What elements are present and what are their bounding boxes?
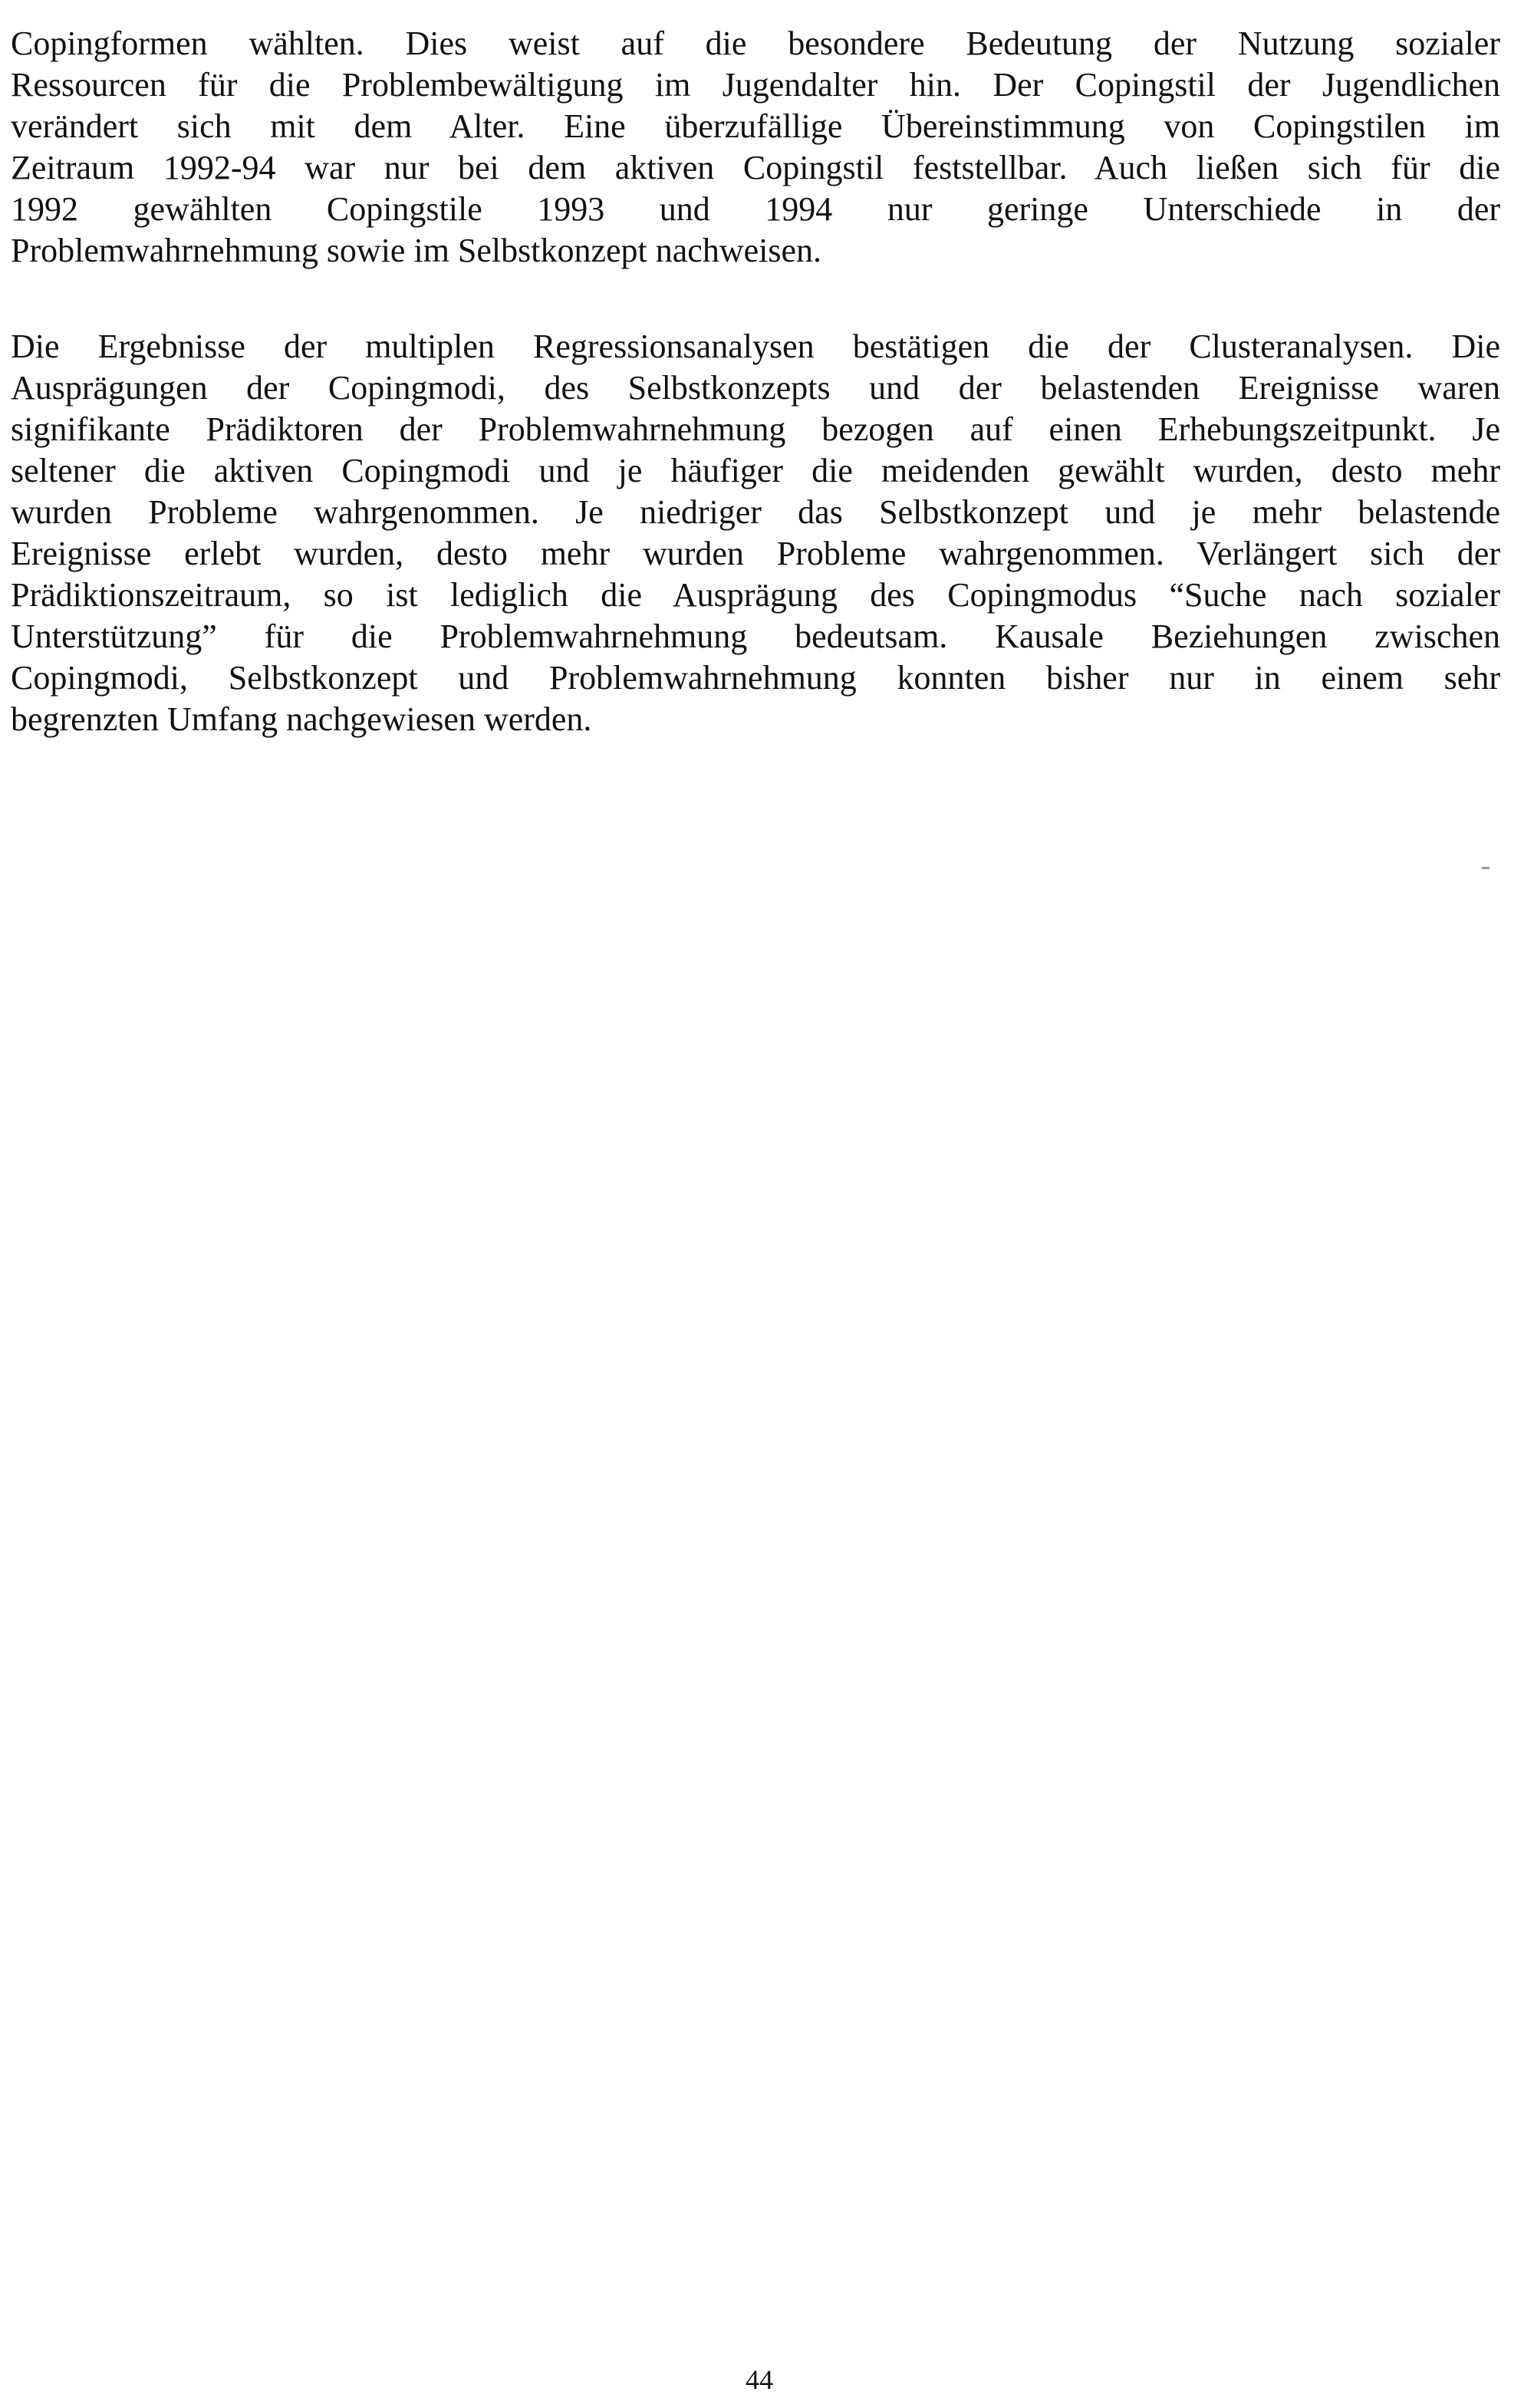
- text-line: Prädiktionszeitraum, so ist lediglich die Ausprägung des Copingmodus “Suche nach sozialer: [11, 576, 1500, 614]
- text-line: signifikante Prädiktoren der Problemwahrnehmung bezogen auf einen Erhebungszeitpunkt. Je: [11, 410, 1500, 448]
- paragraph-regression-results: [11, 326, 1500, 740]
- text-line: Copingmodi, Selbstkonzept und Problemwahrnehmung konnten bisher nur in einem sehr: [11, 659, 1500, 697]
- paragraph-coping-styles: [11, 23, 1500, 272]
- text-line: Ereignisse erlebt wurden, desto mehr wurden Probleme wahrgenommen. Verlängert sich der: [11, 535, 1500, 572]
- text-line: Unterstützung” für die Problemwahrnehmung bedeutsam. Kausale Beziehungen zwischen: [11, 618, 1500, 655]
- text-line: Zeitraum 1992-94 war nur bei dem aktiven Copingstil feststellbar. Auch ließen sich für die: [11, 149, 1500, 186]
- scan-speck: [1482, 867, 1490, 869]
- text-line: verändert sich mit dem Alter. Eine überzufällige Übereinstimmung von Copingstilen im: [11, 107, 1500, 145]
- text-line: Ausprägungen der Copingmodi, des Selbstkonzepts und der belastenden Ereignisse waren: [11, 369, 1500, 407]
- text-line: 1992 gewählten Copingstile 1993 und 1994 nur geringe Unterschiede in der: [11, 190, 1500, 228]
- text-line: seltener die aktiven Copingmodi und je häufiger die meidenden gewählt wurden, desto mehr: [11, 452, 1500, 489]
- text-line: begrenzten Umfang nachgewiesen werden.: [11, 700, 592, 738]
- text-line: wurden Probleme wahrgenommen. Je niedriger das Selbstkonzept und je mehr belastende: [11, 493, 1500, 531]
- text-line: Problemwahrnehmung sowie im Selbstkonzept nachweisen.: [11, 232, 822, 269]
- text-line: Die Ergebnisse der multiplen Regressionsanalysen bestätigen die der Clusteranalysen. Die: [11, 328, 1500, 365]
- page-number: 44: [746, 2364, 773, 2395]
- text-line: Ressourcen für die Problembewältigung im Jugendalter hin. Der Copingstil der Jugendlichen: [11, 66, 1500, 104]
- text-line: Copingformen wählten. Dies weist auf die besondere Bedeutung der Nutzung sozialer: [11, 25, 1500, 62]
